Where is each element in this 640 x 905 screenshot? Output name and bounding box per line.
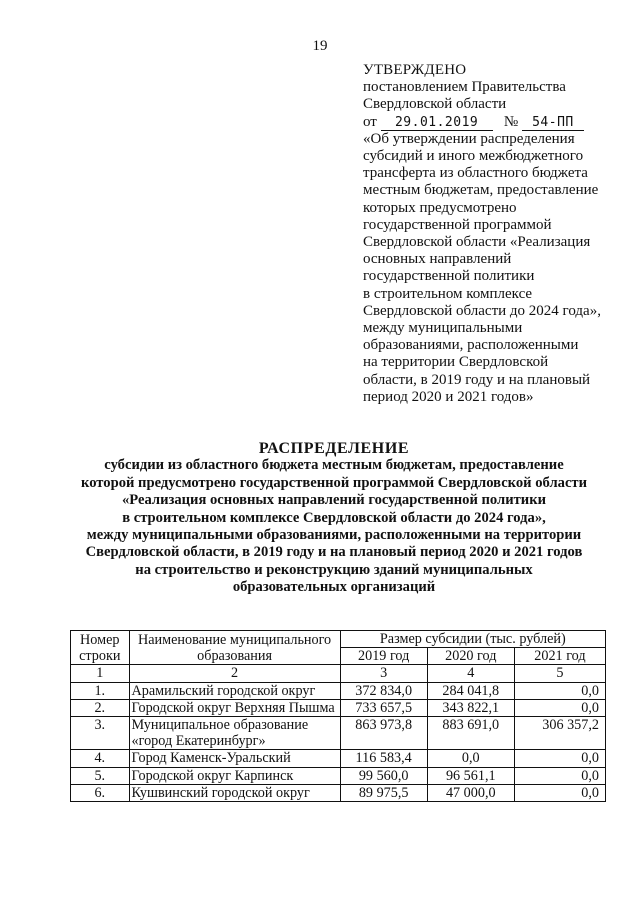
quote-line: «Об утверждении распределения	[363, 130, 575, 147]
quote-line: между муниципальными	[363, 320, 523, 337]
amount-2021: 0,0	[514, 699, 605, 716]
amount-2019: 89 975,5	[340, 784, 427, 801]
quote-line: в строительном комплексе	[363, 285, 533, 302]
amount-2020: 96 561,1	[427, 767, 514, 784]
amount-2020: 343 822,1	[427, 699, 514, 716]
municipality-name: Муниципальное образование «город Екатеринбург»	[129, 717, 340, 750]
quote-line: основных направлений	[363, 251, 512, 268]
row-number: 6.	[71, 784, 130, 801]
heading-line: в строительном комплексе Свердловской области до 2024 года»,	[122, 509, 546, 526]
table-row	[71, 717, 606, 750]
quote-line: Свердловской области «Реализация	[363, 234, 591, 251]
column-index: 5	[514, 665, 605, 682]
approval-line: Свердловской области	[363, 96, 507, 113]
column-index: 2	[129, 665, 340, 682]
quote-line: субсидий и иного межбюджетного	[363, 148, 584, 165]
quote-line: области, в 2019 году и на плановый	[363, 371, 591, 388]
amount-2021: 0,0	[514, 767, 605, 784]
approval-block	[363, 62, 631, 406]
column-index: 1	[71, 665, 130, 682]
approval-date-line	[363, 114, 631, 131]
municipality-name: Городской округ Верхняя Пышма	[129, 699, 340, 716]
page-number: 19	[312, 38, 328, 54]
approval-quote	[363, 131, 631, 406]
amount-2021: 0,0	[514, 682, 605, 699]
heading-line: Свердловской области, в 2019 году и на плановый период 2020 и 2021 годов	[85, 544, 583, 561]
approval-date: 29.01.2019	[381, 116, 493, 131]
header-year-2019: 2019 год	[340, 648, 427, 665]
quote-line: на территории Свердловской	[363, 354, 549, 371]
column-index: 3	[340, 665, 427, 682]
row-number: 4.	[71, 750, 130, 767]
row-number: 2.	[71, 699, 130, 716]
table-row	[71, 767, 606, 784]
table-row	[71, 699, 606, 716]
table-header-row	[71, 631, 606, 648]
approval-line: постановлением Правительства	[363, 79, 566, 96]
table-row	[71, 750, 606, 767]
amount-2020: 0,0	[427, 750, 514, 767]
subsidies-table	[70, 630, 606, 802]
heading-line: «Реализация основных направлений государственной политики	[121, 492, 547, 509]
amount-2020: 883 691,0	[427, 717, 514, 750]
table-row	[71, 682, 606, 699]
amount-2020: 284 041,8	[427, 682, 514, 699]
row-number: 3.	[71, 717, 130, 750]
heading-line: образовательных организаций	[232, 579, 436, 596]
header-year-2020: 2020 год	[427, 648, 514, 665]
approval-title: УТВЕРЖДЕНО	[363, 62, 467, 78]
row-number: 1.	[71, 682, 130, 699]
number-prefix: №	[503, 113, 519, 130]
amount-2019: 733 657,5	[340, 699, 427, 716]
municipality-name: Арамильский городской округ	[129, 682, 340, 699]
header-municipality: Наименование муниципального образования	[129, 631, 340, 665]
amount-2021: 0,0	[514, 784, 605, 801]
amount-2019: 99 560,0	[340, 767, 427, 784]
heading-title: РАСПРЕДЕЛЕНИЕ	[258, 440, 410, 457]
header-row-number: Номер строки	[71, 631, 130, 665]
column-index-row	[71, 665, 606, 682]
municipality-name: Кушвинский городской округ	[129, 784, 340, 801]
approval-number: 54-ПП	[522, 116, 584, 131]
amount-2020: 47 000,0	[427, 784, 514, 801]
quote-line: образованиями, расположенными	[363, 337, 579, 354]
table-row	[71, 784, 606, 801]
quote-line: трансферта из областного бюджета	[363, 165, 588, 182]
amount-2019: 372 834,0	[340, 682, 427, 699]
quote-line: Свердловской области до 2024 года»,	[363, 302, 601, 319]
quote-line: период 2020 и 2021 годов»	[363, 388, 534, 405]
quote-line: государственной политики	[363, 268, 535, 285]
municipality-name: Городской округ Карпинск	[129, 767, 340, 784]
amount-2021: 306 357,2	[514, 717, 605, 750]
quote-line: государственной программой	[363, 216, 552, 233]
amount-2019: 863 973,8	[340, 717, 427, 750]
heading-line: между муниципальными образованиями, расположенными на территории	[86, 527, 582, 544]
heading-line: на строительство и реконструкцию зданий муниципальных	[135, 561, 533, 578]
column-index: 4	[427, 665, 514, 682]
municipality-name: Город Каменск-Уральский	[129, 750, 340, 767]
heading-line: которой предусмотрено государственной программой Свердловской области	[80, 474, 588, 491]
amount-2021: 0,0	[514, 750, 605, 767]
quote-line: местным бюджетам, предоставление	[363, 182, 599, 199]
document-heading	[40, 440, 628, 597]
header-year-2021: 2021 год	[514, 648, 605, 665]
row-number: 5.	[71, 767, 130, 784]
header-subsidy-amount: Размер субсидии (тыс. рублей)	[340, 631, 605, 648]
heading-line: субсидии из областного бюджета местным бюджетам, предоставление	[104, 457, 564, 474]
quote-line: которых предусмотрено	[363, 199, 517, 216]
date-prefix: от	[363, 113, 377, 130]
amount-2019: 116 583,4	[340, 750, 427, 767]
